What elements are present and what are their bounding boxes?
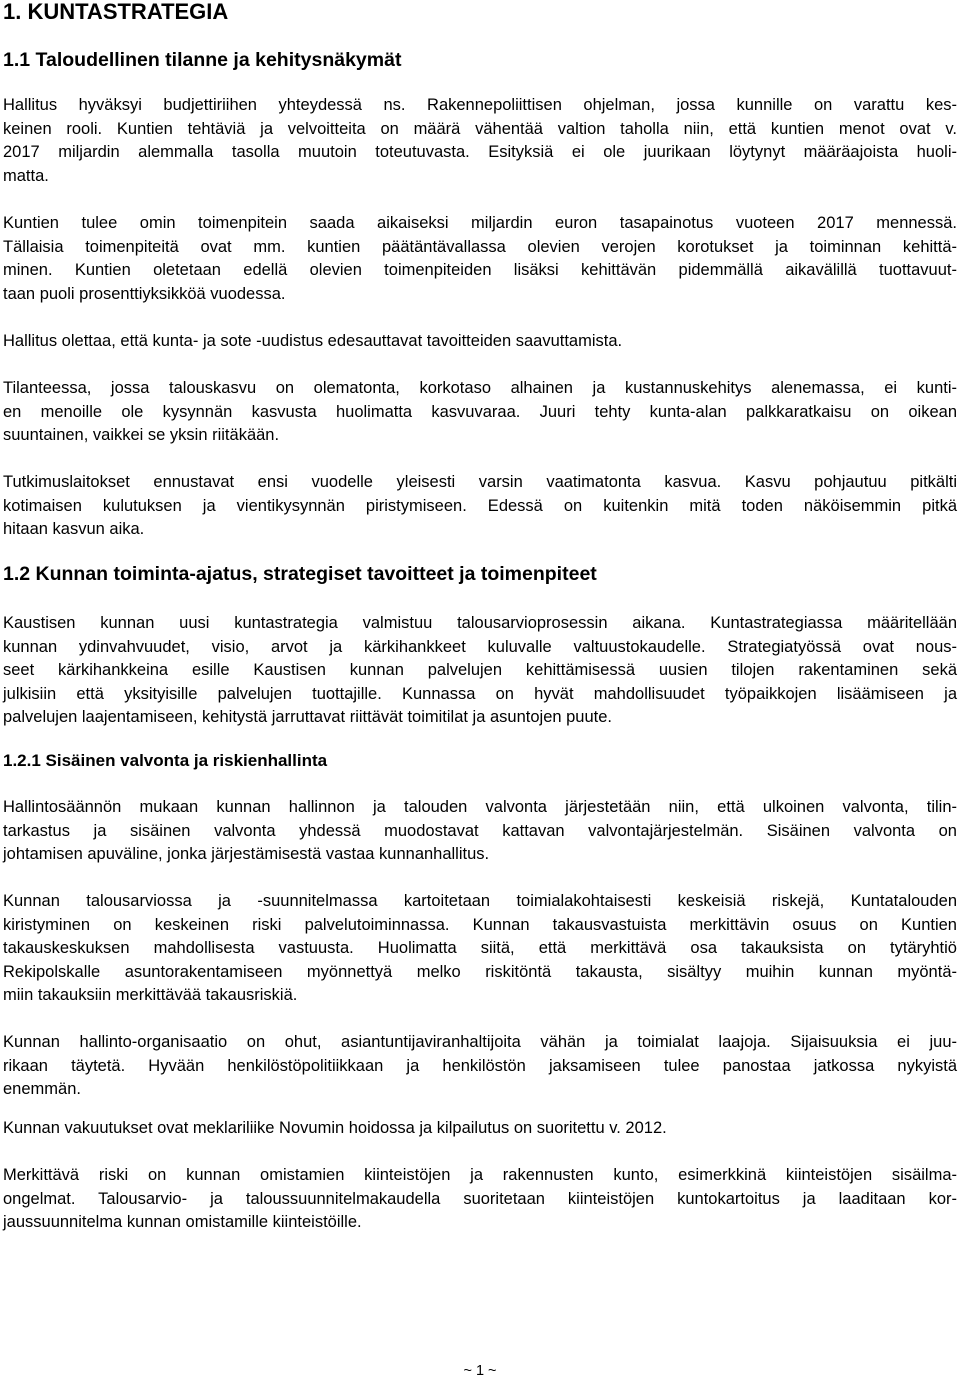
page-number: ~ 1 ~ (463, 1363, 497, 1379)
text-line: minen. Kuntien oletetaan edellä olevien toimenpiteiden lisäksi kehittävän pidemmällä aikavälillä tuottavuut- (3, 261, 957, 279)
paragraph (3, 612, 957, 730)
text-line: suuntainen, vaikkei se yksin riitäkään. (3, 426, 280, 444)
text-line: Rekipolskalle asuntorakentamiseen myönnettyä melko riskitöntä takausta, sisältyy muihin kunnan myöntä- (3, 962, 957, 981)
paragraph (3, 377, 957, 448)
text-line: johtamisen apuväline, jonka järjestämisestä vastaa kunnanhallitus. (3, 845, 490, 863)
text-line: 2017 miljardin alemmalla tasolla muutoin toteutuvasta. Esityksiä ei ole juurikaan löytynyt määräajoista huoli- (3, 143, 957, 161)
text-line: seet kärkihankkeina esille Kaustisen kunnan palvelujen kehittämisessä uusien tilojen rakentaminen sekä (3, 661, 957, 679)
text-line: Tilanteessa, jossa talouskasvu on olematonta, korkotaso alhainen ja kustannuskehitys alenemassa, ei kunti- (3, 379, 957, 397)
text-line: Kunnan talousarviossa ja -suunnitelmassa kartoitetaan toimialakohtaisesti keskeisiä riskejä, Kuntatalouden (3, 892, 957, 910)
paragraph (3, 1164, 957, 1235)
paragraph (3, 212, 957, 306)
text-line: kotimaisen kulutuksen ja vientikysynnän piristymiseen. Edessä on kuitenkin mitä toden näköisemmin pitkä (3, 496, 957, 515)
paragraph (3, 471, 957, 542)
text-line: Kaustisen kunnan uusi kuntastrategia valmistuu talousarvioprosessin aikana. Kuntastrategiassa määritellään (3, 614, 957, 632)
text-line: rikaan täytetä. Hyvään henkilöstöpolitiikkaan ja henkilöstön jaksamiseen tulee panostaa jatkossa nykyistä (3, 1056, 957, 1075)
paragraph (3, 1117, 957, 1141)
text-line: taan puoli prosenttiyksikköä vuodessa. (3, 284, 286, 303)
text-line: ongelmat. Talousarvio- ja taloussuunnitelmakaudella suoritetaan kiinteistöjen kuntokartoitus ja laaditaan kor- (3, 1189, 957, 1208)
text-line: Hallitus hyväksyi budjettiriihen yhteydessä ns. Rakennepoliittisen ohjelman, jossa kunnille on varattu kes- (3, 96, 957, 114)
text-line: Tutkimuslaitokset ennustavat ensi vuodelle yleisesti varsin vaatimatonta kasvua. Kasvu pohjautuu pitkälti (3, 473, 957, 491)
text-line: miin takauksiin merkittävää takausriskiä. (3, 986, 298, 1004)
text-line: palvelujen laajentamiseen, kehitystä jarruttavat riittävät toimitilat ja asuntojen puute. (3, 708, 613, 726)
text-line: keinen rooli. Kuntien tehtäviä ja velvoitteita on määrä vähentää valtion taholla niin, että kuntien menot ovat v. (3, 119, 957, 138)
text-line: Kunnan vakuutukset ovat meklariliike Novumin hoidossa ja kilpailutus on suoritettu v. 2012. (3, 1119, 667, 1137)
text-line: en menoille ole kysynnän kasvusta huolimatta kasvuvaraa. Juuri tehty kunta-alan palkkaratkaisu on oikean (3, 402, 957, 421)
section-heading-1-2-1: 1.2.1 Sisäinen valvonta ja riskienhallinta (3, 751, 328, 770)
text-line: Kuntien tulee omin toimenpitein saada aikaiseksi miljardin euron tasapainotus vuoteen 2017 mennessä. (3, 214, 957, 232)
paragraph (3, 1031, 957, 1102)
text-line: enemmän. (3, 1080, 81, 1098)
text-line: Tällaisia toimenpiteitä ovat mm. kuntien päätäntävallassa olevien verojen korotukset ja toiminnan kehittä- (3, 237, 957, 256)
text-line: jaussuunnitelma kunnan omistamille kiinteistöille. (3, 1213, 362, 1231)
text-line: Hallintosäännön mukaan kunnan hallinnon ja talouden valvonta järjestetään niin, että ulkoinen valvonta, tilin- (3, 798, 957, 816)
text-line: matta. (3, 166, 49, 185)
section-heading-1-1: 1.1 Taloudellinen tilanne ja kehitysnäkymät (3, 49, 402, 71)
paragraph (3, 890, 957, 1008)
paragraph (3, 330, 957, 354)
text-line: julkisiin että yksityisille palvelujen tuottajille. Kunnassa on hyvät mahdollisuudet työpaikkojen lisäämiseen ja (3, 684, 957, 703)
text-line: tarkastus ja sisäinen valvonta yhdessä muodostavat kattavan valvontajärjestelmän. Sisäinen valvonta on (3, 821, 957, 840)
section-heading-1-2: 1.2 Kunnan toiminta-ajatus, strategiset tavoitteet ja toimenpiteet (3, 563, 597, 585)
text-line: kunnan ydinvahvuudet, visio, arvot ja kärkihankkeet kuluvalle valtuustokaudelle. Strategiatyössä ovat nous- (3, 637, 957, 656)
text-line: Hallitus olettaa, että kunta- ja sote -uudistus edesauttavat tavoitteiden saavuttamista. (3, 332, 623, 350)
page-title: 1. KUNTASTRATEGIA (3, 0, 229, 24)
paragraph (3, 94, 957, 188)
text-line: Merkittävä riski on kunnan omistamien kiinteistöjen ja rakennusten kunto, esimerkkinä kiinteistöjen sisäilma- (3, 1166, 957, 1184)
paragraph (3, 796, 957, 867)
text-line: kiristyminen on keskeinen riski palvelutoiminnassa. Kunnan takausvastuista merkittävin osuus on Kuntien (3, 915, 957, 934)
text-line: Kunnan hallinto-organisaatio on ohut, asiantuntijaviranhaltijoita vähän ja toimialat laajoja. Sijaisuuksia ei juu- (3, 1033, 957, 1051)
text-line: takauskeskuksen mahdollisesta vastuusta. Huolimatta siitä, että merkittävä osa takauksista on tytäryhtiö (3, 939, 957, 957)
text-line: hitaan kasvun aika. (3, 520, 145, 538)
